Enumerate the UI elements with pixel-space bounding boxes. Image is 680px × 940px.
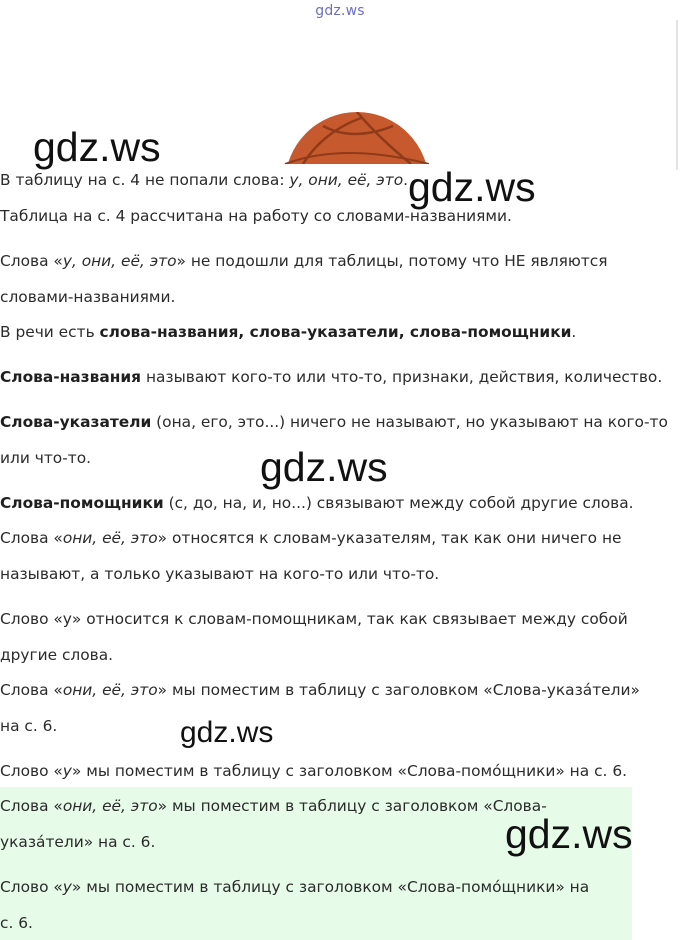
text-line-5: В речи есть слова-названия, слова-указатели, слова-помощники.	[0, 323, 577, 341]
text-line-7: Слова-указатели (она, его, это...) ничего не называют, но указывают на кого-то	[0, 413, 668, 431]
text-line-6: Слова-названия называют кого-то или что-то, признаки, действия, количество.	[0, 368, 663, 386]
text-line-4: словами-названиями.	[0, 288, 176, 306]
basketball-image	[283, 112, 431, 164]
text-line-2: Таблица на с. 4 рассчитана на работу со словами-названиями.	[0, 207, 512, 225]
text-line-15: на с. 6.	[0, 717, 58, 735]
text-line-18: указа́тели» на с. 6.	[0, 833, 156, 851]
text-line-10: Слова «они, её, это» относятся к словам-указателям, так как они ничего не	[0, 529, 622, 547]
text-line-11: называют, а только указывают на кого-то или что-то.	[0, 565, 440, 583]
watermark: gdz.ws	[505, 811, 633, 857]
text-line-20: с. 6.	[0, 914, 33, 932]
watermark: gdz.ws	[408, 164, 536, 210]
text-line-3: Слова «у, они, её, это» не подошли для таблицы, потому что НЕ являются	[0, 252, 608, 270]
text-line-8: или что-то.	[0, 449, 92, 467]
site-link[interactable]: gdz.ws	[315, 3, 365, 19]
text-line-16: Слово «у» мы поместим в таблицу с заголовком «Слова-помо́щники» на с. 6.	[0, 762, 627, 780]
text-line-14: Слова «они, её, это» мы поместим в таблицу с заголовком «Слова-указа́тели»	[0, 681, 640, 699]
text-line-9: Слова-помощники (с, до, на, и, но...) связывают между собой другие слова.	[0, 494, 634, 512]
watermark: gdz.ws	[33, 124, 161, 170]
text-line-19: Слово «у» мы поместим в таблицу с заголовком «Слова-помо́щники» на	[0, 878, 590, 896]
scrollbar-track[interactable]	[676, 20, 678, 170]
watermark: gdz.ws	[260, 444, 388, 490]
text-line-1: В таблицу на с. 4 не попали слова: у, они, её, это.	[0, 171, 409, 189]
text-line-13: другие слова.	[0, 646, 114, 664]
watermark: gdz.ws	[180, 716, 274, 749]
text-line-17: Слова «они, её, это» мы поместим в таблицу с заголовком «Слова-	[0, 797, 547, 815]
text-line-12: Слово «у» относится к словам-помощникам, так как связывает между собой	[0, 610, 628, 628]
